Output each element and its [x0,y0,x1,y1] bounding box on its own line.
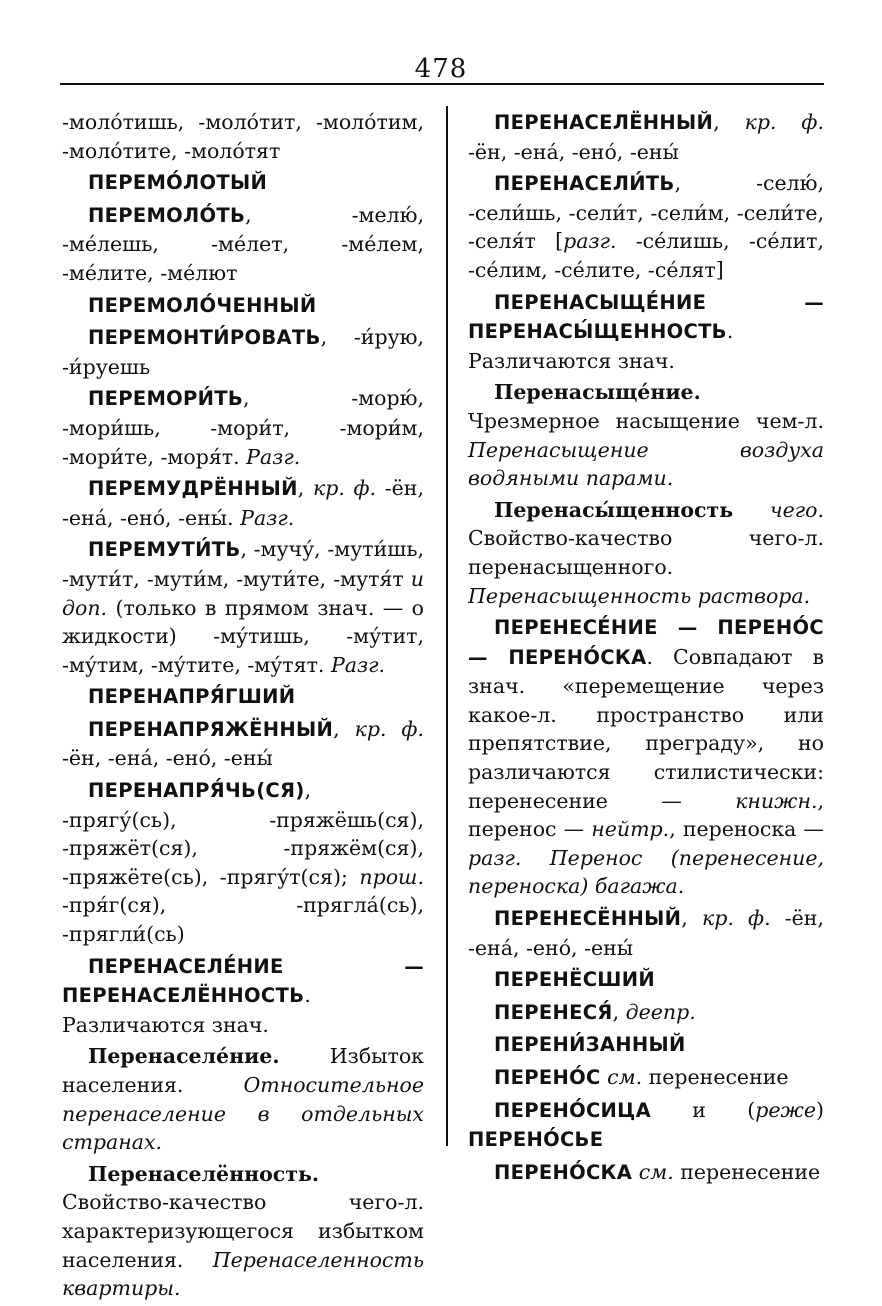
entry-headword: ПЕРЕНАПРЯ́ЧЬ(СЯ) [88,779,305,803]
entry-text: -ён, -ена́, -ено́, -ены́ [468,139,679,164]
entry-label: кр. ф. [354,716,424,741]
entry-headword: ПЕРЕМО́ЛОТЫЙ [88,171,268,195]
entry-example: Разг. [246,444,301,469]
entry-text: , -селю́, -сели́шь, -сели́т, -сели́м, -сели́те, -селя́т [ [468,171,824,254]
entry-sense-lead: Перенасыще́ние. [494,380,701,405]
entry-label: кр. ф. [312,476,377,501]
dictionary-entry [62,168,424,198]
entry-text: . Совпадают в знач. «перемещение через какое-л. пространство или препятствие, преграду», но различаются стилистически: перенесение — [468,644,824,813]
entry-text: , переноска — [669,817,824,842]
entry-text: -пря́г(ся), -прягла́(сь), -прягли́(сь) [62,893,424,947]
entry-text: ) [816,1097,824,1122]
dictionary-entry [62,1042,424,1156]
entry-headword: ПЕРЕНО́С [494,1066,601,1089]
entry-sense-lead: Перенасы́щенность [494,497,734,522]
dictionary-entry [468,1158,824,1188]
entry-headword: ПЕРЕМУТИ́ТЬ [88,538,241,562]
entry-text: , -морю́, -мори́шь, -мори́т, -мори́м, -мори́те, -моря́т. [62,386,424,469]
entry-headword: ПЕРЕНО́СКА [494,1160,633,1184]
entry-text: Свойство-качество чего-л. характеризующегося избытком населения. [62,1190,424,1272]
dictionary-entry [468,904,824,962]
dictionary-entry [468,169,824,284]
entry-label: см. [607,1065,643,1089]
entry-headword: ПЕРЕНЕСЕ́НИЕ — ПЕРЕНО́С — ПЕРЕНО́СКА [468,616,824,669]
entry-sense-lead: Перенаселённость. [88,1161,320,1186]
entry-headword: ПЕРЕНАСЫЩЕ́НИЕ — ПЕРЕНАСЫ́ЩЕННОСТЬ [468,290,824,344]
entry-sense-lead: Перенаселе́ние. [88,1044,280,1069]
dictionary-entry [468,1030,824,1060]
entry-label: книжн. [735,788,818,813]
dictionary-entry [468,496,824,610]
entry-label: разг. [563,229,617,254]
dictionary-entry [62,1160,424,1303]
entry-text: , [612,999,626,1024]
right-column [468,108,824,1190]
column-divider [446,106,448,1146]
dictionary-entry [62,776,424,949]
entry-text: -ён, -ена́, -ено́, -ены́. [62,476,424,530]
entry-text: , [713,110,745,134]
entry-example: Разг. [240,505,295,530]
dictionary-entry [62,291,424,321]
dictionary-entry [468,613,824,901]
entry-text: . Различаются знач. [62,983,311,1037]
entry-headword: ПЕРЕНЕСЁННЫЙ [494,907,682,931]
entry-text: , -мучу́, -мути́шь, -мути́т, -мути́м, -мути́те, -мутя́т [62,537,424,591]
dictionary-entry [62,682,424,712]
dictionary-entry [62,715,424,773]
entry-headword: ПЕРЕМОЛО́ЧЕННЫЙ [88,293,317,317]
entry-headword: ПЕРЕНАСЕЛЕ́НИЕ — ПЕРЕНАСЕЛЁННОСТЬ [62,954,424,1008]
dictionary-entry [468,108,824,166]
entry-example: Перенасыщение воздуха водяными парами. [468,437,824,491]
dictionary-entry [468,378,824,492]
entry-text: Избыток населения. [62,1044,424,1097]
entry-text: Свойство-качество чего-л. перенасыщенного. [468,526,824,579]
dictionary-entry [468,998,824,1028]
entry-headword: ПЕРЕНЁСШИЙ [494,968,655,992]
entry-headword: ПЕРЕНО́СИЦА [494,1098,651,1122]
page-number: 478 [414,54,468,84]
entry-label: и доп. [62,566,424,620]
entry-text: и ( [650,1097,756,1122]
entry-label: нейтр. [591,817,670,842]
entry-headword: ПЕРЕМОРИ́ТЬ [88,387,244,411]
dictionary-entry [62,323,424,381]
entry-text: -се́лишь, -се́лит, -се́лим, -се́лите, -се́лят] [468,229,824,282]
dictionary-entry [62,474,424,532]
entry-text: , [297,476,313,501]
entry-headword: ПЕРЕНИ́ЗАННЫЙ [494,1033,686,1057]
entry-label: чего. [769,497,824,522]
entry-label: кр. ф. [701,906,771,931]
header-rule [60,83,824,85]
dictionary-entry [62,952,424,1040]
entry-label: см. [638,1159,674,1184]
entry-example: Разг. [330,652,386,677]
entry-label: реже [755,1097,816,1122]
entry-text: Чрезмерное насыщение чем-л. [468,408,824,433]
entry-example: деепр. [625,999,696,1024]
entry-text: . Различаются знач. [468,319,734,373]
entry-headword: ПЕРЕМОНТИ́РОВАТЬ [88,326,321,350]
dictionary-entry [468,1096,824,1155]
entry-example: Перенаселенность квартиры. [62,1247,424,1301]
entry-example: разг. Перенос (перенесение, переноска) багажа. [468,845,824,899]
entry-headword: ПЕРЕМОЛО́ТЬ [88,203,246,227]
dictionary-entry [468,965,824,995]
dictionary-entry [468,288,824,376]
entry-text: , -мелю́, -ме́лешь, -ме́лет, -ме́лем, -ме́лите, -ме́лют [62,202,424,285]
dictionary-entry [62,535,424,679]
entry-headword: ПЕРЕНО́СЬЕ [468,1128,604,1152]
entry-headword: ПЕРЕНЕСЯ́ [494,1000,613,1024]
entry-text: -ён, -ена́, -ено́, -ены́ [468,906,824,960]
entry-label: кр. ф. [744,110,824,134]
entry-label: прош. [359,864,424,889]
entry-text: перенесение [673,1159,821,1184]
dictionary-entry [62,384,424,471]
entry-example: Относительное перенаселение в отдельных странах. [62,1073,424,1155]
dictionary-entry [62,201,424,288]
entry-text: , -и́рую, -и́руешь [62,325,424,379]
entry-text: -ён, -ена́, -ено́, -ены́ [62,746,273,771]
entry-headword: ПЕРЕНАПРЯ́ГШИЙ [88,685,296,709]
entry-headword: ПЕРЕНАСЕЛИ́ТЬ [494,172,675,196]
dictionary-entry [62,108,424,165]
entry-headword: ПЕРЕНАПРЯЖЁННЫЙ [88,717,334,741]
entry-text: , -прягу́(сь), -пряжёшь(ся), -пряжёт(ся), -пряжём(ся), -пряжёте(сь), -прягу́т(ся); [62,778,424,889]
left-column [62,108,424,1306]
entry-headword: ПЕРЕМУДРЁННЫЙ [88,477,298,501]
entry-text: , [681,906,702,931]
entry-headword: ПЕРЕНАСЕЛЁННЫЙ [494,111,714,134]
entry-example: Перенасыщенность раствора. [468,583,811,608]
dictionary-entry [468,1063,824,1093]
entry-text: -моло́тишь, -моло́тит, -моло́тим, -моло́тите, -моло́тят [62,110,424,163]
entry-text: (только в прямом знач. — о жидкости) -му́тишь, -му́тит, -му́тим, -му́тите, -му́тят. [62,595,424,677]
entry-text: перенесение [642,1065,789,1089]
entry-text: , [333,716,355,741]
entry-text: , перенос — [468,788,824,842]
entry-text [733,498,770,522]
